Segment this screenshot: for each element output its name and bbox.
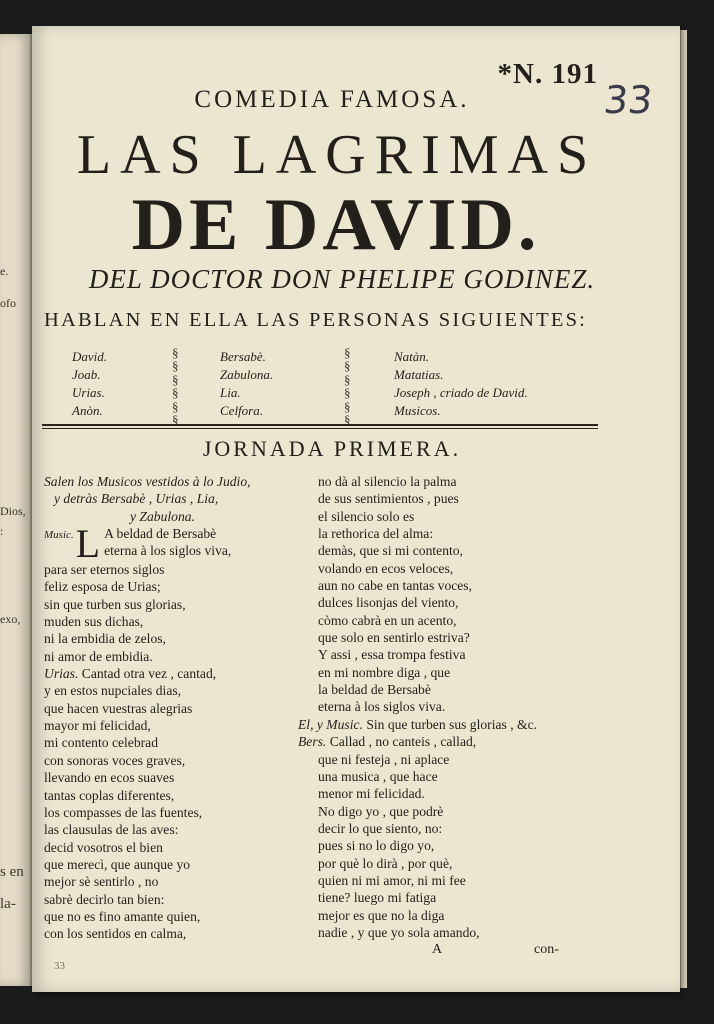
- left-page-fragment: la-: [0, 896, 16, 912]
- verse-text: menor mi felicidad.: [318, 786, 425, 802]
- left-page-fragment: e.: [0, 264, 9, 278]
- verse-line: [298, 577, 608, 594]
- verse-text: Callad , no canteis , callad,: [329, 734, 477, 750]
- verse-line: [44, 700, 314, 717]
- verse-line: [298, 629, 608, 646]
- signature-mark: A: [432, 942, 443, 957]
- verse-line: [298, 820, 608, 837]
- verse-line: [44, 769, 314, 786]
- verse-text: mejor es que no la diga: [318, 907, 445, 923]
- verse-line: [298, 508, 608, 525]
- verse-line: [298, 924, 608, 941]
- opening-verse: [44, 525, 314, 561]
- ornament-brace-icon: § § § § § §: [172, 345, 179, 428]
- title-line-2: DE DAVID.: [131, 184, 541, 266]
- verse-line: eterna à los siglos viva,: [104, 543, 232, 559]
- speaker-label: Urias.: [44, 666, 79, 682]
- verse-text: mejor sè sentirlo , no: [44, 874, 159, 890]
- verse-text: tiene? luego mi fatiga: [318, 890, 437, 906]
- verse-text: que no es fino amante quien,: [44, 908, 201, 924]
- cast-column-2: [220, 348, 273, 420]
- verse-line: [44, 734, 314, 751]
- verse-text: demàs, que si mi contento,: [318, 543, 463, 559]
- verse-line: [298, 542, 608, 559]
- verse-line: [298, 698, 608, 715]
- cast-member: Joab.: [72, 367, 101, 382]
- drop-cap: L: [75, 525, 101, 562]
- verse-text: de sus sentimientos , pues: [318, 491, 459, 507]
- left-page-fragment: ofo: [0, 296, 16, 310]
- verse-line: [298, 907, 608, 924]
- speaker-label: Music.: [44, 529, 74, 542]
- verse-line: [44, 908, 314, 925]
- verse-line: [298, 560, 608, 577]
- speaker-label: Bers.: [298, 734, 327, 750]
- cast-member: Zabulona.: [220, 367, 274, 382]
- verse-text: por què lo dirà , por què,: [318, 855, 453, 871]
- verse-line: [298, 681, 608, 698]
- verse-line: [44, 596, 314, 613]
- verse-line: [44, 821, 314, 838]
- text-column-right: [298, 473, 608, 941]
- verse-line: [298, 872, 608, 889]
- verse-line: [44, 925, 314, 942]
- verse-text: pues si no lo digo yo,: [318, 838, 435, 854]
- verse-line: [44, 613, 314, 630]
- verse-text: decir lo que siento, no:: [318, 820, 443, 836]
- verse-line: [44, 839, 314, 856]
- cast-member: Matatias.: [394, 367, 444, 382]
- cast-column-3: [394, 348, 528, 420]
- left-page-fragment: Dios,: [0, 504, 26, 518]
- verse-line: [298, 473, 608, 490]
- verse-line: [298, 803, 608, 820]
- verse-text: mayor mi felicidad,: [44, 718, 151, 734]
- page-edge: [680, 30, 687, 988]
- left-page-fragment: :: [0, 524, 4, 538]
- verse-line: [298, 525, 608, 542]
- verse-text: feliz esposa de Urias;: [44, 579, 161, 595]
- catalog-number: *N. 191: [497, 58, 598, 90]
- cast-member: Celfora.: [220, 403, 263, 418]
- speaker-label: El, y Music.: [298, 716, 363, 732]
- verse-line: [298, 594, 608, 611]
- verse-text: con los sentidos en calma,: [44, 926, 187, 942]
- verse-text: que ni festeja , ni aplace: [318, 751, 450, 767]
- genre-heading: COMEDIA FAMOSA.: [194, 86, 470, 113]
- verse-text: el silencio solo es: [318, 508, 415, 524]
- catchword: con-: [534, 942, 559, 957]
- verse-text: decid vosotros el bien: [44, 839, 163, 855]
- verse-text: aun no cabe en tantas voces,: [318, 578, 472, 594]
- verse-text: nadie , y que yo sola amando,: [318, 924, 480, 940]
- verse-line: [298, 837, 608, 854]
- handwritten-folio-number: 33: [601, 78, 655, 122]
- verse-text: en mi nombre diga , que: [318, 664, 451, 680]
- verse-line: [44, 856, 314, 873]
- verse-text: Y assi , essa trompa festiva: [318, 647, 466, 663]
- verse-text: que merecì, que aunque yo: [44, 856, 191, 872]
- verse-text: dulces lisonjas del viento,: [318, 595, 459, 611]
- verse-line: [44, 891, 314, 908]
- verse-text: que hacen vuestras alegrias: [44, 700, 193, 716]
- verse-text: eterna à los siglos viva.: [318, 699, 446, 715]
- verse-text: Cantad otra vez , cantad,: [81, 666, 217, 682]
- verse-text: los compasses de las fuentes,: [44, 804, 203, 820]
- verse-line: [44, 648, 314, 665]
- verse-text: ni amor de embidia.: [44, 648, 153, 664]
- verse-line: [298, 768, 608, 785]
- verse-text: Sin que turben sus glorias , &c.: [366, 716, 538, 732]
- verse-line: [44, 665, 314, 682]
- verse-line: [298, 612, 608, 629]
- verse-text: y en estos nupciales dias,: [44, 683, 182, 699]
- verse-text: la rethorica del alma:: [318, 526, 434, 542]
- cast-member: Bersabè.: [220, 349, 266, 364]
- verse-text: llevando en ecos suaves: [44, 770, 175, 786]
- stage-direction-line: y detràs Bersabè , Urias , Lia,: [54, 491, 219, 507]
- cast-member: Urias.: [72, 385, 105, 400]
- cast-member: Musicos.: [394, 403, 441, 418]
- verse-text: la beldad de Bersabè: [318, 682, 431, 698]
- cast-member: Natàn.: [394, 349, 430, 364]
- page-stamp: 33: [54, 960, 65, 972]
- cast-heading: HABLAN EN ELLA LAS PERSONAS SIGUIENTES:: [44, 309, 588, 331]
- verse-line: [298, 889, 608, 906]
- verse-text: mi contento celebrad: [44, 735, 158, 751]
- document-page: [32, 26, 680, 992]
- verse-line: [298, 490, 608, 507]
- verse-line: [298, 646, 608, 663]
- verse-text: las clausulas de las aves:: [44, 822, 179, 838]
- verse-line: [44, 873, 314, 890]
- verse-text: para ser eternos siglos: [44, 562, 165, 578]
- verse-lines: [44, 561, 314, 943]
- verse-line: [44, 578, 314, 595]
- cast-member: Lia.: [220, 385, 241, 400]
- verse-line: A beldad de Bersabè: [104, 526, 217, 542]
- verse-text: no dà al silencio la palma: [318, 474, 457, 489]
- verse-text: quien ni mi amor, ni mi fee: [318, 872, 466, 888]
- verse-text: con sonoras voces graves,: [44, 752, 186, 768]
- stage-direction-line: Salen los Musicos vestidos à lo Judio,: [44, 474, 251, 489]
- verse-text: ni la embidia de zelos,: [44, 631, 166, 647]
- verse-line: [298, 785, 608, 802]
- verse-line: [44, 682, 314, 699]
- verse-line: [44, 561, 314, 578]
- cast-member: Joseph , criado de David.: [394, 385, 528, 400]
- text-column-left: [44, 473, 314, 943]
- divider-rule: [42, 424, 598, 429]
- cast-column-1: [72, 348, 107, 420]
- cast-member: David.: [72, 349, 108, 364]
- verse-text: muden sus dichas,: [44, 614, 144, 630]
- author-line: DEL DOCTOR DON PHELIPE GODINEZ.: [88, 264, 596, 294]
- verse-text: que solo en sentirlo estriva?: [318, 630, 470, 646]
- act-heading: JORNADA PRIMERA.: [202, 436, 462, 461]
- verse-line: [44, 787, 314, 804]
- ornament-brace-icon: § § § § § §: [344, 345, 351, 428]
- stage-direction-line: y Zabulona.: [130, 508, 195, 524]
- verse-line: [298, 664, 608, 681]
- verse-text: sin que turben sus glorias,: [44, 596, 186, 612]
- cast-member: Anòn.: [72, 403, 103, 418]
- verse-line: [44, 752, 314, 769]
- verse-text: sabrè decirlo tan bien:: [44, 891, 165, 907]
- left-page-fragment: exo,: [0, 612, 21, 626]
- verse-text: una musica , que hace: [318, 768, 438, 784]
- verse-line: [44, 717, 314, 734]
- verse-text: No digo yo , que podrè: [318, 803, 444, 819]
- verse-line: [44, 804, 314, 821]
- verse-line: [298, 751, 608, 768]
- left-page-fragment: s en: [0, 864, 24, 880]
- left-page-edge: [0, 34, 32, 986]
- stage-direction: [44, 473, 314, 525]
- verse-lines: [298, 473, 608, 941]
- verse-line: [298, 855, 608, 872]
- verse-text: volando en ecos veloces,: [318, 560, 454, 576]
- verse-line: [44, 630, 314, 647]
- verse-line: [298, 733, 608, 750]
- verse-text: tantas coplas diferentes,: [44, 787, 175, 803]
- verse-line: [298, 716, 608, 733]
- verse-text: còmo cabrà en un acento,: [318, 612, 457, 628]
- title-line-1: LAS LAGRIMAS: [76, 124, 598, 186]
